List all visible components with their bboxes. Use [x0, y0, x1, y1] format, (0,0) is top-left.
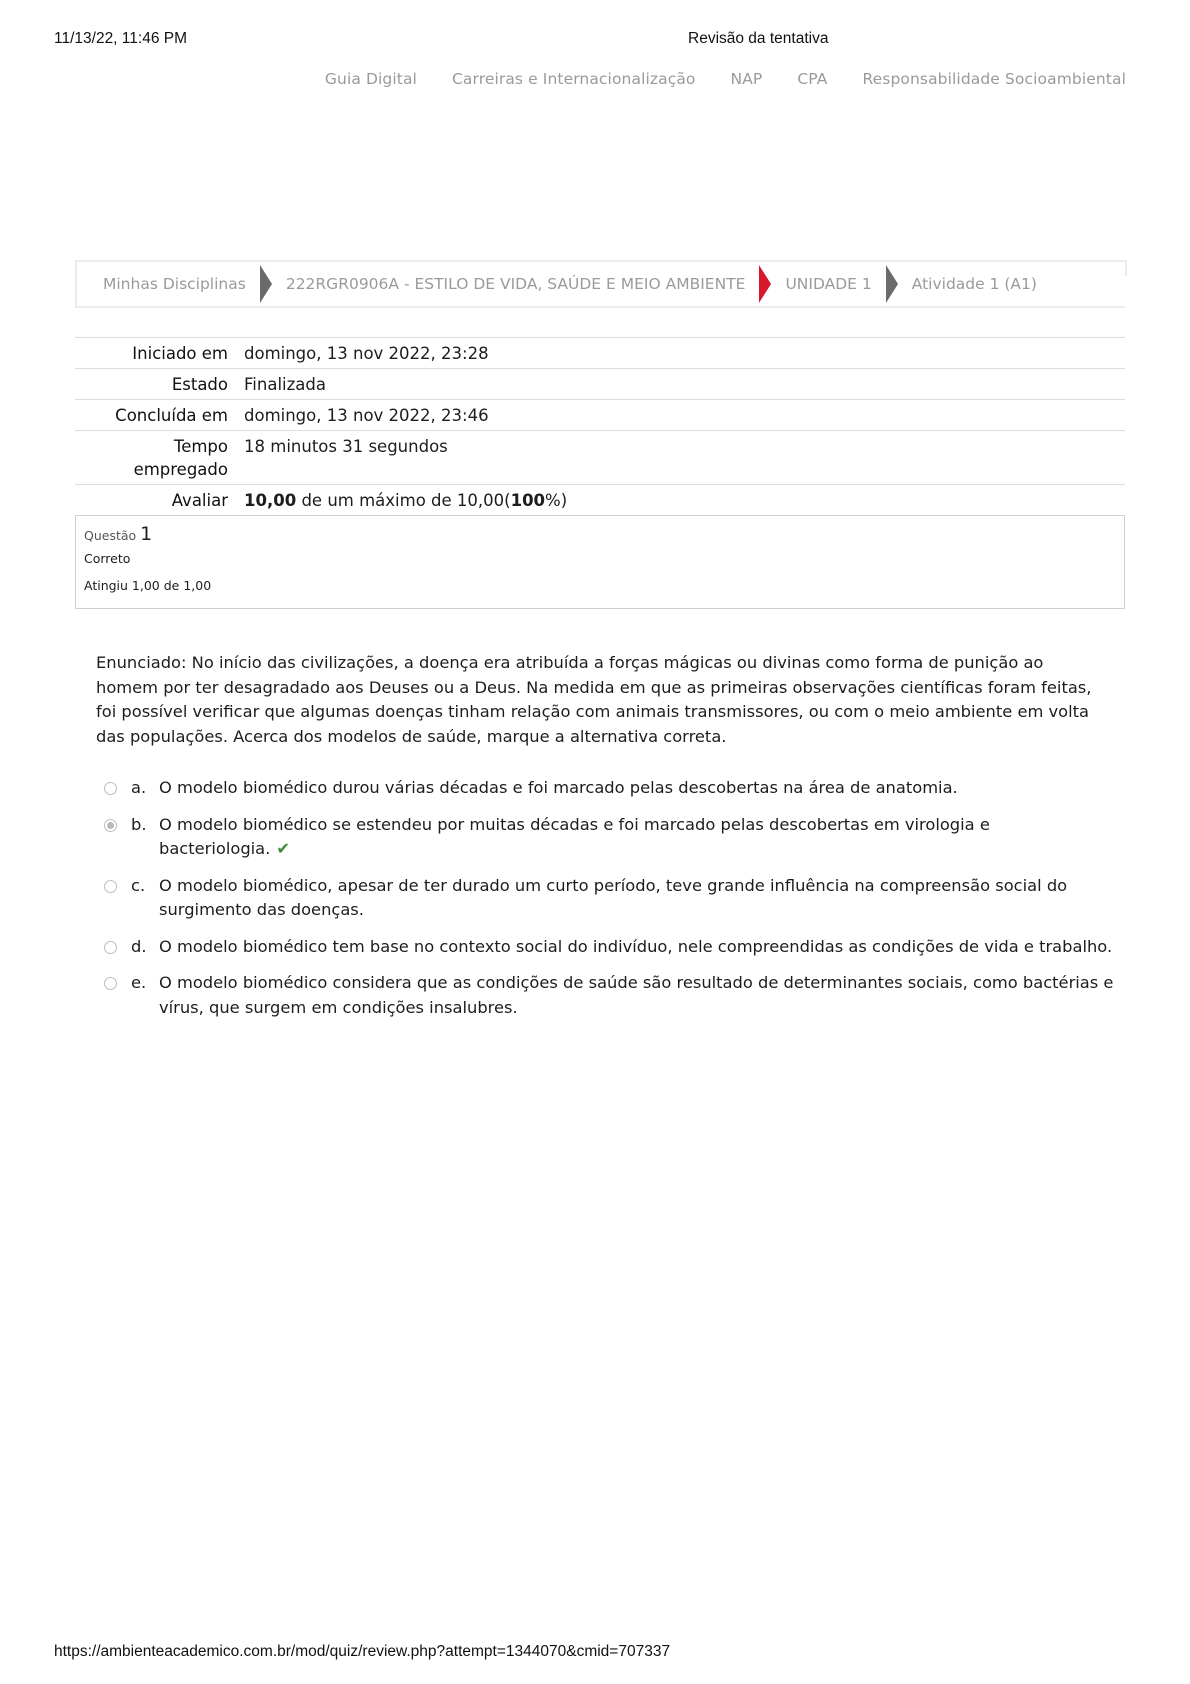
summary-grade-value [244, 485, 1125, 516]
answer-option-a [104, 776, 1114, 801]
answer-list [104, 776, 1114, 1032]
question-grade: Atingiu 1,00 de 1,00 [84, 578, 212, 593]
breadcrumb-border-end [1097, 260, 1127, 276]
question-state: Correto [84, 551, 131, 566]
summary-value: domingo, 13 nov 2022, 23:28 [244, 344, 489, 363]
answer-option-c [104, 874, 1114, 923]
answer-text: O modelo biomédico, apesar de ter durado um curto período, teve grande influência na compreensão social do surgimento das doenças. [159, 875, 1068, 919]
answer-radio-selected[interactable] [104, 819, 117, 832]
summary-value: domingo, 13 nov 2022, 23:46 [244, 406, 489, 425]
breadcrumb-minhas-disciplinas[interactable]: Minhas Disciplinas [103, 275, 246, 293]
summary-label: Avaliar [171, 491, 228, 510]
answer-radio[interactable] [104, 880, 117, 893]
answer-radio[interactable] [104, 782, 117, 795]
answer-option-e [104, 971, 1114, 1020]
summary-row-state [75, 369, 1125, 400]
summary-value: Finalizada [244, 375, 326, 394]
grade-percent: 100 [510, 491, 546, 510]
breadcrumb-arrow-icon [759, 265, 771, 303]
breadcrumb-unidade[interactable]: UNIDADE 1 [785, 275, 872, 293]
print-page-title: Revisão da tentativa [688, 30, 829, 47]
nav-responsabilidade[interactable]: Responsabilidade Socioambiental [862, 70, 1126, 88]
question-info-box [75, 515, 1125, 609]
question-label: Questão [84, 528, 137, 543]
summary-row-grade [75, 485, 1125, 516]
attempt-summary-table [75, 337, 1125, 515]
answer-letter: e. [131, 973, 147, 992]
answer-text: O modelo biomédico durou várias décadas e foi marcado pelas descobertas na área de anatomia. [159, 778, 958, 797]
summary-label: Concluída em [115, 406, 228, 425]
print-header [0, 30, 1190, 50]
top-navigation [325, 70, 1126, 88]
print-datetime: 11/13/22, 11:46 PM [54, 30, 187, 47]
answer-text: O modelo biomédico tem base no contexto social do indivíduo, nele compreendidas as condições de vida e trabalho. [159, 936, 1113, 956]
grade-max-text: de um máximo de 10,00( [296, 491, 511, 510]
nav-carreiras[interactable]: Carreiras e Internacionalização [451, 70, 696, 88]
question-text: Enunciado: No início das civilizações, a doença era atribuída a forças mágicas ou divinas como forma de punição ao homem por ter desagradado aos Deuses ou a Deus. Na medida em que as primeiras observações científicas foram feitas, foi possível verificar que algumas doenças tinham relação com animais transmissores, ou com o meio ambiente em volta das populações. Acerca dos modelos de saúde, marque a alternativa correta. [96, 653, 1092, 746]
answer-letter: a. [131, 778, 147, 797]
breadcrumb-course[interactable]: 222RGR0906A - ESTILO DE VIDA, SAÚDE E MEIO AMBIENTE [285, 275, 746, 293]
summary-label: Iniciado em [132, 344, 228, 363]
answer-text: O modelo biomédico considera que as condições de saúde são resultado de determinantes sociais, como bactérias e vírus, que surgem em condições insalubres. [159, 973, 1114, 1017]
answer-option-b [104, 813, 1114, 862]
breadcrumb-arrow-icon [260, 265, 272, 303]
answer-text-container [159, 813, 1114, 862]
summary-label: Tempo empregado [133, 437, 228, 479]
answer-text: O modelo biomédico se estendeu por muitas décadas e foi marcado pelas descobertas em virologia e bacteriologia. [159, 814, 990, 858]
answer-letter: c. [131, 875, 146, 895]
answer-option-d [104, 935, 1114, 960]
grade-end-text: %) [545, 491, 568, 510]
breadcrumb [75, 260, 1125, 308]
answer-letter: b. [131, 814, 147, 834]
nav-guia-digital[interactable]: Guia Digital [324, 70, 417, 88]
answer-letter: d. [131, 936, 147, 956]
summary-value: 18 minutos 31 segundos [244, 437, 448, 456]
summary-row-time [75, 431, 1125, 485]
nav-nap[interactable]: NAP [730, 70, 763, 88]
question-number-value: 1 [140, 523, 153, 545]
print-footer-url: https://ambienteacademico.com.br/mod/quiz/review.php?attempt=1344070&cmid=707337 [54, 1643, 671, 1660]
nav-cpa[interactable]: CPA [797, 70, 828, 88]
grade-score: 10,00 [244, 491, 297, 510]
summary-row-started [75, 338, 1125, 369]
breadcrumb-arrow-icon [886, 265, 898, 303]
answer-radio[interactable] [104, 941, 117, 954]
correct-check-icon: ✔ [276, 839, 290, 858]
breadcrumb-atividade[interactable]: Atividade 1 (A1) [911, 275, 1037, 293]
summary-label: Estado [171, 375, 228, 394]
answer-radio[interactable] [104, 977, 117, 990]
summary-row-completed [75, 400, 1125, 431]
question-number [84, 523, 1116, 545]
